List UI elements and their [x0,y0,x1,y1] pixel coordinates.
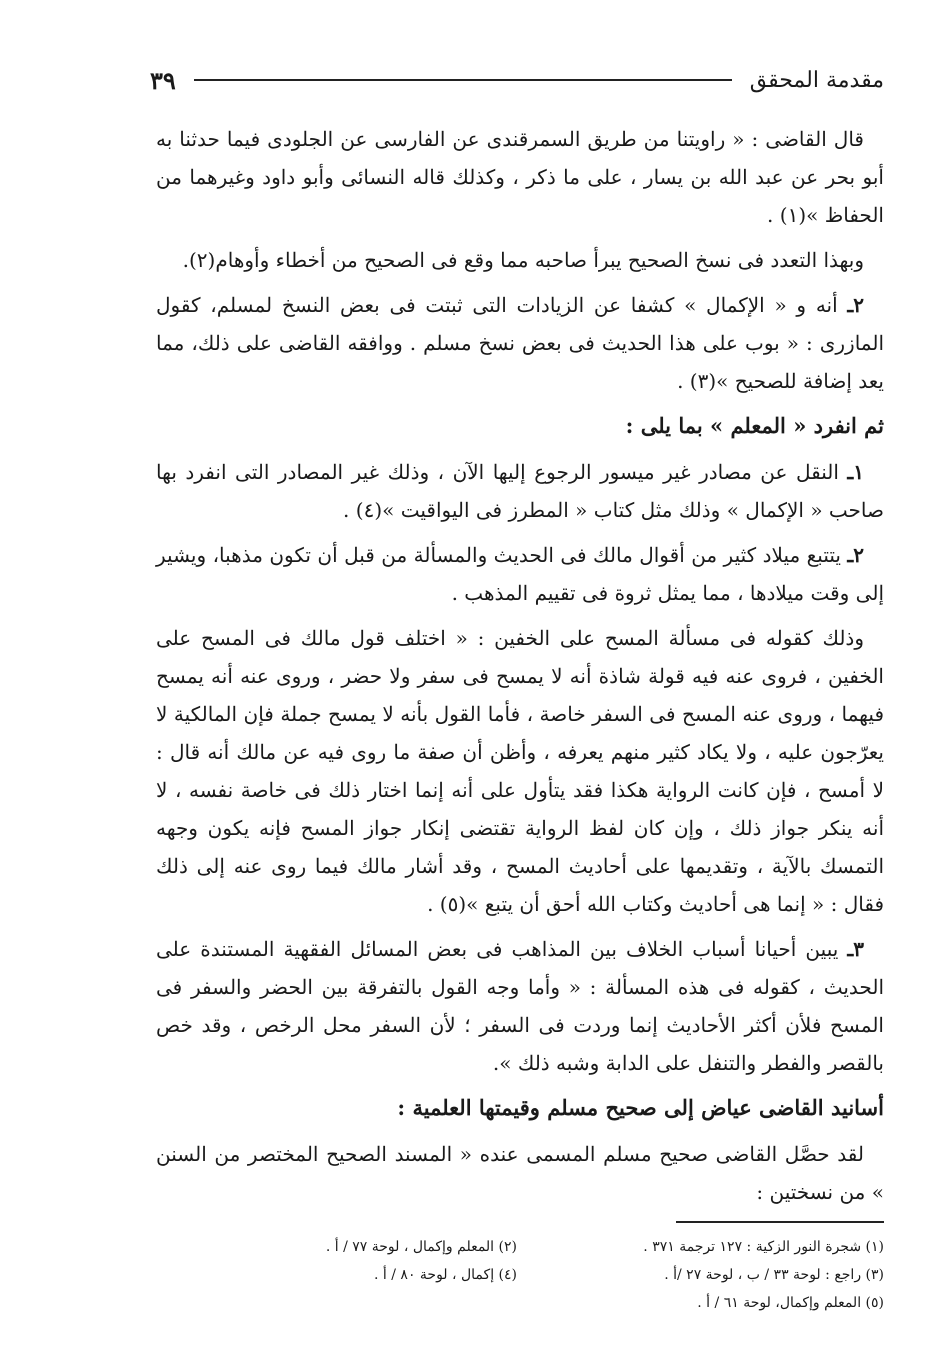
footnote-separator [676,1221,884,1223]
section-title: مقدمة المحقق [749,67,884,93]
footnote-row [150,1289,884,1317]
paragraph-copies: وبهذا التعدد فى نسخ الصحيح يبرأ صاحبه مما وقع فى الصحيح من أخطاء وأوهام(٢). [182,248,864,272]
footnote-4: (٤) إكمال ، لوحة ٨٠ / أ . [374,1267,517,1283]
header-rule [194,79,732,81]
footnote-5: (٥) المعلم وإكمال، لوحة ٦١ / أ . [697,1295,884,1311]
paragraph-unique-3: ٣ـ يبين أحيانا أسباب الخلاف بين المذاهب فى بعض المسائل الفقهية المستندة على الحديث ، كقوله فى هذه المسألة : « وأما وجه القول بالتفرقة بين الحضر والسفر فى المسح فلأن أكثر الأحاديث إنما وردت فى السفر ؛ لأن السفر محل الرخص ، وقد خص بالقصر والفطر والتنفل على الدابة وشبه ذلك ». [156,937,884,1075]
heading-muallim: ثم انفرد « المعلم » بما يلى : [625,413,884,438]
body-text [156,120,884,1218]
paragraph-point-2: ٢ـ أنه و « الإكمال » كشفا عن الزيادات التى ثبتت فى بعض النسخ لمسلم، كقول المازرى : « بوب على هذا الحديث فى بعض نسخ مسلم . ووافقه القاضى على ذلك، مما يعد إضافة للصحيح »(٣) . [156,293,884,393]
paragraph-two-copies: لقد حصَّل القاضى صحيح مسلم المسمى عنده « المسند الصحيح المختصر من السنن » من نسختين : [156,1142,884,1204]
heading-asanid: أسانيد القاضى عياض إلى صحيح مسلم وقيمتها العلمية : [397,1095,884,1120]
footnote-row [150,1261,884,1289]
paragraph-unique-2: ٢ـ يتتبع ميلاد كثير من أقوال مالك فى الحديث والمسألة من قبل أن تكون مذهبا، ويشير إلى وقت ميلادها ، مما يمثل ثروة فى تقييم المذهب . [156,543,884,605]
paragraph-masah-quote: وذلك كقوله فى مسألة المسح على الخفين : « اختلف قول مالك فى المسح على الخفين ، فروى عنه فيه قولة شاذة أنه لا يمسح فى سفر ولا حضر ، وروى عنه أنه يمسح فيهما ، وروى عنه المسح فى السفر خاصة ، فأما القول بأنه لا يمسح جملة فإن المالكية لا يعرّجون عليه ، ولا يكاد كثير منهم يعرفه ، وأظن أن صفة ما روى فيه عن مالك أنه قال : لا أمسح ، فإن كانت الرواية هكذا فقد يتأول على أنه إنما اختار ذلك فى خاصة نفسه ، لا أنه ينكر جواز ذلك ، وإن كان لفظ الرواية تقتضى إنكار جواز المسح فإنه يكون وجهه التمسك بالآية ، وتقديمها على أحاديث المسح ، وقد أشار مالك فيما روى عنه إلى ذلك فقال : « إنما هى أحاديث وكتاب الله أحق أن يتبع »(٥) . [156,626,884,916]
footnote-1: (١) شجرة النور الزكية : ١٢٧ ترجمة ٣٧١ . [643,1239,884,1255]
footnote-row [150,1233,884,1261]
paragraph-qadi-quote: قال القاضى : « راويتنا من طريق السمرقندى عن الفارسى عن الجلودى فيما حدثنا به أبو بحر عن عبد الله بن يسار ، على ما ذكر ، وكذلك قاله النسائى وأبو داود وغيرهما من الحفاظ »(١) . [156,127,884,227]
footnote-3: (٣) راجع : لوحة ٣٣ / ب ، لوحة ٢٧ /أ . [664,1267,884,1283]
footnote-2: (٢) المعلم وإكمال ، لوحة ٧٧ / أ . [325,1239,517,1255]
paragraph-unique-1: ١ـ النقل عن مصادر غير ميسور الرجوع إليها الآن ، وذلك غير المصادر التى انفرد بها صاحب « الإكمال » وذلك مثل كتاب « المطرز فى اليواقيت »(٤) . [156,460,884,522]
page-number: ٣٩ [150,65,176,95]
footnotes [150,1233,884,1317]
running-header [150,58,884,102]
